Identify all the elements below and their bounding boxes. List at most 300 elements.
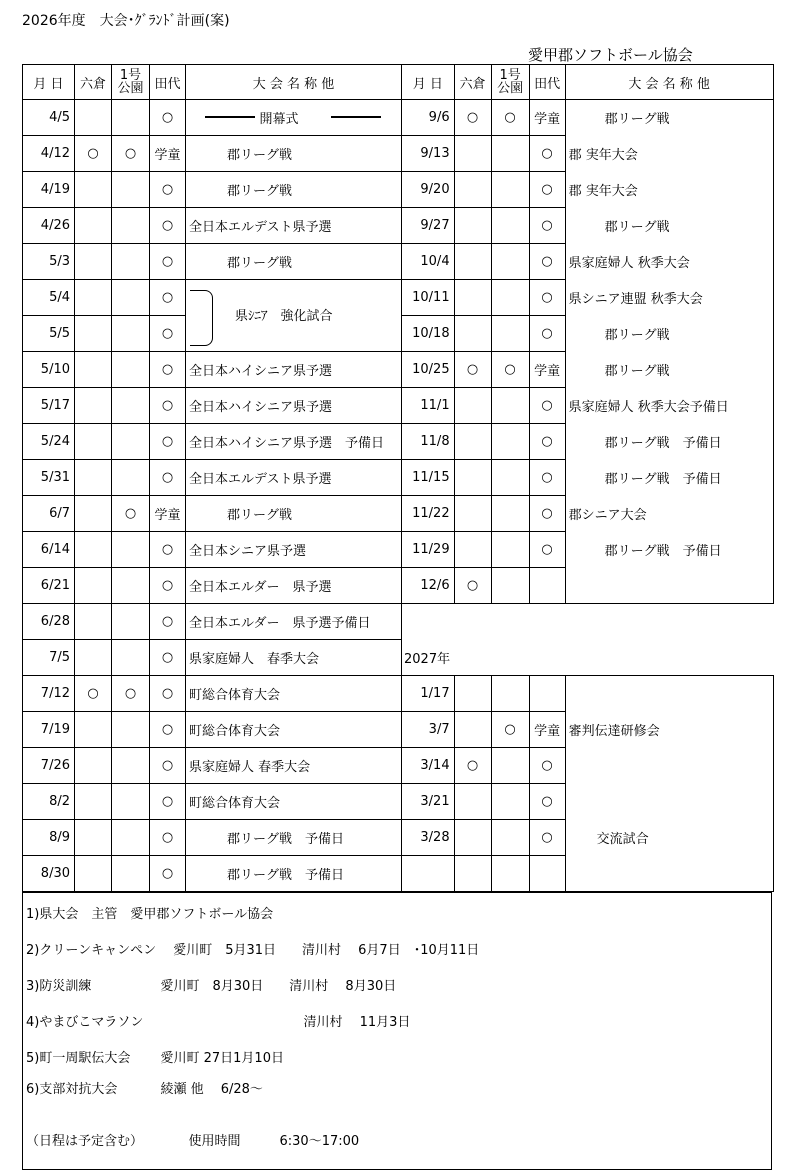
right-tashiro: ○ — [529, 532, 565, 568]
left-tashiro: ○ — [150, 568, 186, 604]
right-tashiro: ○ — [529, 208, 565, 244]
left-rokkura — [75, 100, 112, 136]
right-event-name — [565, 784, 773, 820]
right-park — [491, 244, 529, 280]
table-row — [23, 820, 774, 856]
right-park — [491, 496, 529, 532]
event-label: 郡リーグ戦 — [604, 328, 670, 343]
left-date: 5/31 — [23, 460, 75, 496]
note-6: 6)支部対抗大会 綾瀬 他 6/28～ — [26, 1082, 263, 1097]
table-row — [23, 784, 774, 820]
right-tashiro — [529, 568, 565, 604]
note-5: 5)町一周駅伝大会 愛川町 27日1月10日 — [26, 1051, 284, 1066]
note-3: 3)防災訓練 愛川町 8月30日 清川村 8月30日 — [26, 979, 397, 994]
left-tashiro: ○ — [150, 784, 186, 820]
left-event-name — [186, 784, 402, 820]
left-park — [112, 568, 150, 604]
col-park-line2: 公園 — [497, 81, 524, 96]
left-tashiro: ○ — [150, 604, 186, 640]
event-label: 審判伝達研修会 — [568, 724, 660, 739]
right-park — [491, 532, 529, 568]
right-rokkura: ○ — [454, 352, 491, 388]
right-tashiro — [529, 676, 565, 712]
right-park — [491, 208, 529, 244]
left-park: ○ — [112, 136, 150, 172]
right-park — [491, 316, 529, 352]
left-event-name — [186, 352, 402, 388]
left-date: 6/7 — [23, 496, 75, 532]
left-rokkura — [75, 532, 112, 568]
table-row — [23, 208, 774, 244]
right-date: 2027年 — [404, 651, 451, 667]
col-rokkura-header: 六倉 — [454, 65, 491, 100]
left-park — [112, 748, 150, 784]
right-event-name — [565, 388, 773, 424]
left-park — [112, 208, 150, 244]
left-park — [112, 424, 150, 460]
left-tashiro: ○ — [150, 388, 186, 424]
left-date: 5/3 — [23, 244, 75, 280]
right-date: 3/7 — [402, 712, 455, 748]
right-tashiro — [529, 604, 565, 640]
left-park — [112, 604, 150, 640]
left-event-name — [186, 568, 402, 604]
right-park: ○ — [491, 352, 529, 388]
col-date-header: 月 日 — [402, 65, 455, 100]
right-date: 9/20 — [402, 172, 455, 208]
right-tashiro: ○ — [529, 496, 565, 532]
table-row — [23, 676, 774, 712]
right-tashiro: ○ — [529, 136, 565, 172]
left-event-name — [186, 820, 402, 856]
right-tashiro: ○ — [529, 172, 565, 208]
left-date: 7/26 — [23, 748, 75, 784]
table-row — [23, 748, 774, 784]
left-date: 8/30 — [23, 856, 75, 892]
note-2: 2)クリーンキャンペン 愛川町 5月31日 清川村 6月7日 ･10月11日 — [26, 943, 480, 958]
col-park-line2: 公園 — [117, 81, 144, 96]
left-tashiro: ○ — [150, 532, 186, 568]
event-label: 郡 実年大会 — [568, 184, 638, 199]
left-rokkura — [75, 316, 112, 352]
table-row — [23, 424, 774, 460]
table-row — [23, 136, 774, 172]
right-tashiro: 学童 — [529, 352, 565, 388]
note-1: 1)県大会 主管 愛甲郡ソフトボール協会 — [26, 907, 274, 922]
left-park — [112, 244, 150, 280]
event-label: 全日本エルデスト県予選 — [189, 220, 332, 235]
left-date: 4/12 — [23, 136, 75, 172]
right-event-name — [565, 460, 773, 496]
event-label: 郡リーグ戦 — [227, 256, 293, 271]
left-park — [112, 532, 150, 568]
right-rokkura — [454, 712, 491, 748]
event-label: 全日本ハイシニア県予選 — [189, 364, 333, 379]
right-event-name — [565, 172, 773, 208]
event-label: 郡シニア大会 — [568, 508, 647, 523]
right-rokkura — [454, 208, 491, 244]
right-rokkura: ○ — [454, 100, 491, 136]
right-park: ○ — [491, 100, 529, 136]
right-tashiro: ○ — [529, 820, 565, 856]
left-event-name — [186, 712, 402, 748]
left-tashiro: ○ — [150, 856, 186, 892]
col-tashiro-header: 田代 — [529, 65, 565, 100]
event-label: 交流試合 — [596, 832, 649, 847]
table-row — [23, 388, 774, 424]
left-rokkura — [75, 604, 112, 640]
right-event-name — [565, 136, 773, 172]
left-tashiro: ○ — [150, 280, 186, 316]
left-rokkura — [75, 352, 112, 388]
left-park — [112, 280, 150, 316]
left-rokkura — [75, 712, 112, 748]
page-title: 2026年度 大会･ｸﾞﾗﾝﾄﾞ計画(案) — [22, 13, 230, 29]
table-row — [23, 496, 774, 532]
table-row — [23, 640, 774, 676]
right-date: 9/6 — [402, 100, 455, 136]
event-label: 郡リーグ戦 予備日 — [227, 832, 345, 847]
right-park — [491, 748, 529, 784]
table-row — [23, 244, 774, 280]
left-rokkura — [75, 640, 112, 676]
right-rokkura — [454, 136, 491, 172]
right-event-name — [565, 676, 773, 712]
event-label: 県家庭婦人 春季大会 — [189, 652, 320, 667]
note-4: 4)やまびこマラソン 清川村 11月3日 — [26, 1015, 411, 1030]
left-event-name — [186, 640, 402, 676]
right-park — [491, 280, 529, 316]
right-rokkura — [454, 604, 491, 640]
event-label: 郡リーグ戦 — [604, 112, 670, 128]
right-park — [491, 424, 529, 460]
right-tashiro: ○ — [529, 784, 565, 820]
right-date: 3/28 — [402, 820, 455, 856]
left-tashiro: ○ — [150, 460, 186, 496]
left-park — [112, 316, 150, 352]
left-park — [112, 784, 150, 820]
event-label: 郡リーグ戦 予備日 — [604, 472, 722, 487]
left-date: 5/10 — [23, 352, 75, 388]
left-park — [112, 100, 150, 136]
table-row — [23, 604, 774, 640]
right-event-name — [565, 496, 773, 532]
table-row — [23, 172, 774, 208]
left-date: 6/21 — [23, 568, 75, 604]
left-tashiro: ○ — [150, 316, 186, 352]
left-rokkura — [75, 784, 112, 820]
right-tashiro — [529, 640, 565, 676]
event-label: 全日本エルダー 県予選 — [189, 580, 332, 595]
left-tashiro: ○ — [150, 712, 186, 748]
left-tashiro: ○ — [150, 820, 186, 856]
right-park — [491, 172, 529, 208]
right-park: ○ — [491, 712, 529, 748]
table-row — [23, 316, 774, 352]
event-label: 郡リーグ戦 — [227, 184, 293, 199]
right-date: 10/11 — [402, 280, 455, 316]
right-rokkura — [454, 784, 491, 820]
right-date: 3/21 — [402, 784, 455, 820]
right-rokkura — [454, 496, 491, 532]
left-event-name — [186, 532, 402, 568]
left-tashiro: ○ — [150, 748, 186, 784]
right-rokkura — [454, 316, 491, 352]
left-date: 5/17 — [23, 388, 75, 424]
left-rokkura — [75, 820, 112, 856]
left-event-name — [186, 424, 402, 460]
right-event-name — [565, 568, 773, 604]
left-rokkura — [75, 244, 112, 280]
right-date: 11/15 — [402, 460, 455, 496]
right-date: 3/14 — [402, 748, 455, 784]
left-event-name — [186, 208, 402, 244]
right-tashiro — [529, 856, 565, 892]
left-tashiro: ○ — [150, 640, 186, 676]
right-date: 11/8 — [402, 424, 455, 460]
left-tashiro: ○ — [150, 100, 186, 136]
right-rokkura — [454, 820, 491, 856]
left-tashiro: 学童 — [150, 136, 186, 172]
table-row — [23, 460, 774, 496]
col-name-header: 大 会 名 称 他 — [565, 65, 773, 100]
col-rokkura-header: 六倉 — [75, 65, 112, 100]
event-label: 県ｼﾆｱ 強化試合 — [235, 309, 333, 325]
left-park: ○ — [112, 496, 150, 532]
right-park — [491, 820, 529, 856]
col-park-line1: 1号 — [499, 68, 521, 83]
left-park — [112, 460, 150, 496]
event-label: 全日本ハイシニア県予選 — [189, 400, 333, 415]
event-label: 県シニア連盟 秋季大会 — [568, 292, 703, 307]
table-row — [23, 568, 774, 604]
right-park — [491, 388, 529, 424]
left-rokkura: ○ — [75, 676, 112, 712]
left-event-name — [186, 100, 402, 136]
right-tashiro: ○ — [529, 748, 565, 784]
right-rokkura — [454, 424, 491, 460]
organization-name: 愛甲郡ソフトボール協会 — [528, 46, 693, 64]
left-rokkura — [75, 748, 112, 784]
table-row — [23, 352, 774, 388]
right-rokkura — [454, 280, 491, 316]
left-park — [112, 820, 150, 856]
left-tashiro: ○ — [150, 172, 186, 208]
left-park — [112, 352, 150, 388]
right-date: 12/6 — [402, 568, 455, 604]
right-date: 11/1 — [402, 388, 455, 424]
right-park — [491, 136, 529, 172]
right-tashiro: ○ — [529, 316, 565, 352]
right-park — [491, 640, 529, 676]
schedule-table — [22, 64, 774, 892]
event-label: 郡リーグ戦 — [604, 220, 670, 235]
right-date: 10/18 — [402, 316, 455, 352]
right-event-name — [565, 316, 773, 352]
right-tashiro: ○ — [529, 424, 565, 460]
notes-box — [22, 892, 772, 1170]
left-rokkura — [75, 424, 112, 460]
right-event-name — [565, 604, 773, 640]
left-rokkura: ○ — [75, 136, 112, 172]
event-label: 町総合体育大会 — [189, 796, 281, 811]
table-row — [23, 100, 774, 136]
event-label: 県家庭婦人 秋季大会 — [568, 256, 690, 271]
left-tashiro: ○ — [150, 352, 186, 388]
event-label: 郡リーグ戦 — [604, 364, 670, 379]
right-date: 11/29 — [402, 532, 455, 568]
event-label: 全日本シニア県予選 — [189, 544, 307, 559]
left-event-name — [186, 856, 402, 892]
right-tashiro: 学童 — [529, 712, 565, 748]
left-tashiro: ○ — [150, 424, 186, 460]
left-rokkura — [75, 172, 112, 208]
col-park-line1: 1号 — [119, 68, 142, 83]
event-label: 郡リーグ戦 — [227, 148, 293, 163]
opening-ceremony-label: 開幕式 — [259, 112, 299, 127]
left-rokkura — [75, 280, 112, 316]
right-date: 10/25 — [402, 352, 455, 388]
right-event-name — [565, 352, 773, 388]
event-label: 郡 実年大会 — [568, 148, 638, 163]
left-date: 5/24 — [23, 424, 75, 460]
event-label: 郡リーグ戦 — [227, 508, 293, 523]
right-park — [491, 568, 529, 604]
right-event-name — [565, 748, 773, 784]
left-event-name — [186, 748, 402, 784]
col-tashiro-header: 田代 — [150, 65, 186, 100]
event-label: 町総合体育大会 — [189, 688, 281, 703]
left-date: 4/5 — [23, 100, 75, 136]
left-park — [112, 640, 150, 676]
table-row — [23, 856, 774, 892]
right-event-name — [565, 208, 773, 244]
event-label: 町総合体育大会 — [189, 724, 281, 739]
right-rokkura — [454, 532, 491, 568]
right-date: 1/17 — [402, 676, 455, 712]
left-event-name — [186, 136, 402, 172]
left-park: ○ — [112, 676, 150, 712]
event-label: 郡リーグ戦 予備日 — [227, 868, 345, 883]
right-date — [402, 604, 455, 640]
left-event-name — [186, 244, 402, 280]
right-event-name — [565, 100, 773, 136]
table-header — [23, 65, 774, 100]
col-name-header: 大 会 名 称 他 — [186, 65, 402, 100]
col-park-header — [491, 65, 529, 100]
right-park — [491, 460, 529, 496]
right-park — [491, 784, 529, 820]
left-date: 6/28 — [23, 604, 75, 640]
right-rokkura: ○ — [454, 568, 491, 604]
right-rokkura — [454, 856, 491, 892]
right-park — [491, 604, 529, 640]
right-date: 10/4 — [402, 244, 455, 280]
right-event-name — [565, 424, 773, 460]
right-event-name — [565, 280, 773, 316]
left-park — [112, 172, 150, 208]
right-date: 9/13 — [402, 136, 455, 172]
event-label: 郡リーグ戦 予備日 — [604, 544, 722, 559]
left-park — [112, 712, 150, 748]
table-row — [23, 532, 774, 568]
col-park-header — [112, 65, 150, 100]
right-event-name — [565, 244, 773, 280]
left-event-name — [186, 496, 402, 532]
right-rokkura — [454, 460, 491, 496]
left-event-name — [186, 604, 402, 640]
left-tashiro: 学童 — [150, 496, 186, 532]
right-park — [491, 676, 529, 712]
left-date: 8/9 — [23, 820, 75, 856]
table-row — [23, 280, 774, 316]
left-park — [112, 856, 150, 892]
event-label: 全日本エルデスト県予選 — [189, 472, 332, 487]
left-event-name — [186, 172, 402, 208]
right-date: 9/27 — [402, 208, 455, 244]
right-event-name — [565, 820, 773, 856]
right-tashiro: 学童 — [529, 100, 565, 136]
bracket-mark — [190, 290, 213, 346]
left-rokkura — [75, 496, 112, 532]
left-rokkura — [75, 388, 112, 424]
right-event-name — [565, 712, 773, 748]
left-park — [112, 388, 150, 424]
right-rokkura — [454, 244, 491, 280]
right-tashiro: ○ — [529, 388, 565, 424]
table-row — [23, 712, 774, 748]
left-date: 5/4 — [23, 280, 75, 316]
right-rokkura — [454, 676, 491, 712]
event-label: 県家庭婦人 春季大会 — [189, 760, 311, 775]
left-date: 7/12 — [23, 676, 75, 712]
right-tashiro: ○ — [529, 244, 565, 280]
event-label: 全日本エルダー 県予選予備日 — [189, 616, 371, 631]
left-date: 4/26 — [23, 208, 75, 244]
left-event-name — [186, 676, 402, 712]
left-event-name — [186, 460, 402, 496]
right-rokkura: ○ — [454, 748, 491, 784]
left-event-name — [186, 388, 402, 424]
col-date-header: 月 日 — [23, 65, 75, 100]
right-date — [402, 856, 455, 892]
left-date: 6/14 — [23, 532, 75, 568]
right-event-name — [565, 532, 773, 568]
left-event-name — [186, 280, 402, 325]
right-park — [491, 856, 529, 892]
left-date: 8/2 — [23, 784, 75, 820]
event-label: 県家庭婦人 秋季大会予備日 — [568, 400, 729, 415]
event-label: 郡リーグ戦 予備日 — [604, 436, 722, 451]
right-rokkura — [454, 172, 491, 208]
note-7: （日程は予定含む） 使用時間 6:30～17:00 — [26, 1134, 360, 1149]
left-date: 4/19 — [23, 172, 75, 208]
left-tashiro: ○ — [150, 208, 186, 244]
right-date: 11/22 — [402, 496, 455, 532]
left-date: 5/5 — [23, 316, 75, 352]
right-event-name — [565, 856, 773, 892]
right-tashiro: ○ — [529, 280, 565, 316]
right-tashiro: ○ — [529, 460, 565, 496]
event-label: 全日本ハイシニア県予選 予備日 — [189, 436, 385, 451]
left-tashiro: ○ — [150, 676, 186, 712]
right-rokkura — [454, 640, 491, 676]
right-rokkura — [454, 388, 491, 424]
left-date: 7/19 — [23, 712, 75, 748]
right-event-name — [565, 640, 773, 676]
left-rokkura — [75, 568, 112, 604]
left-date: 7/5 — [23, 640, 75, 676]
